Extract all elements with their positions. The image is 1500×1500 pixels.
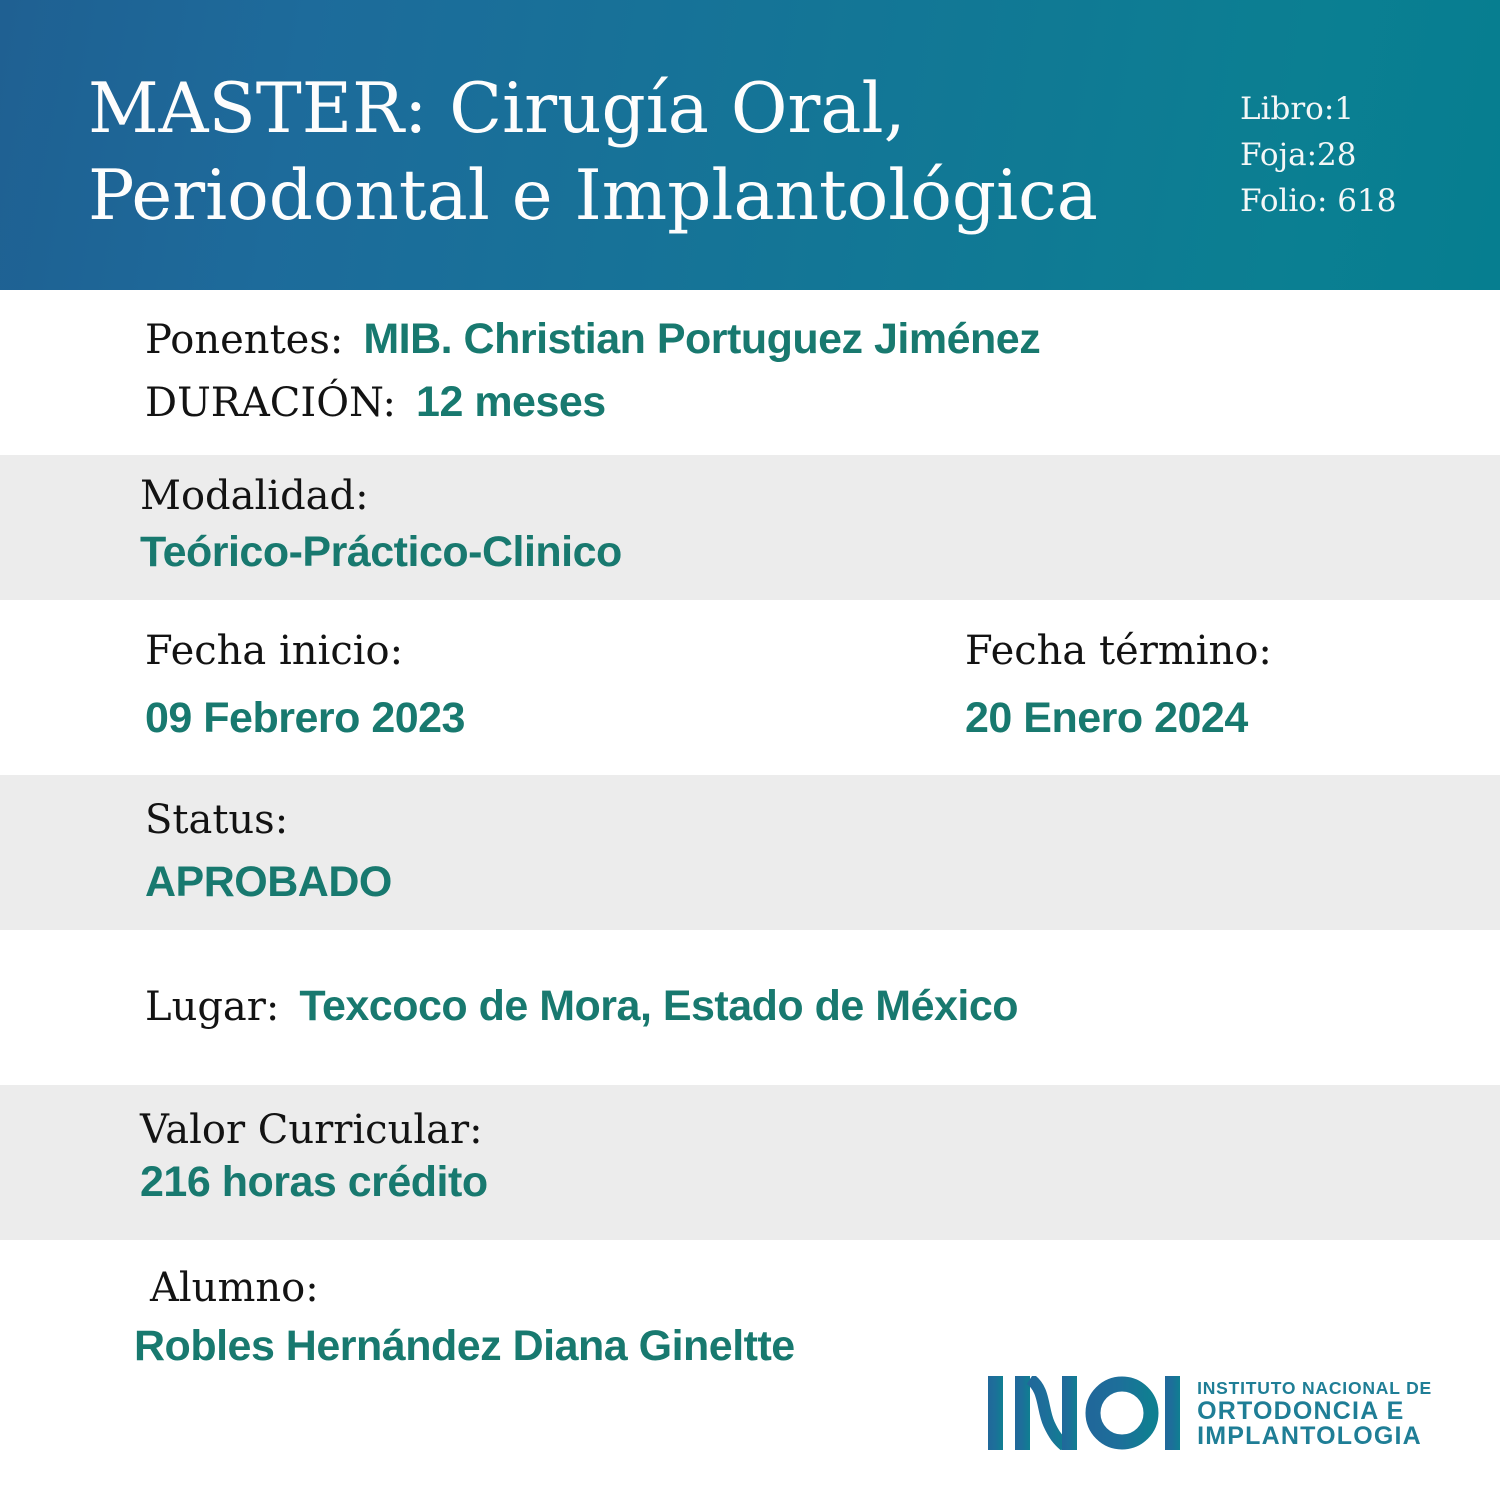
inoi-logo	[988, 1376, 1432, 1450]
valor-curricular-label: Valor Curricular:	[140, 1107, 483, 1153]
inoi-logo-icon	[988, 1376, 1188, 1450]
section-alumno	[0, 1240, 1500, 1500]
registry-block	[1240, 86, 1396, 224]
course-title-line2: Periodontal e Implantológica	[88, 156, 1098, 236]
status-value: APROBADO	[145, 857, 392, 906]
valor-curricular-value: 216 horas crédito	[140, 1157, 488, 1206]
field-ponentes	[145, 315, 1500, 365]
fecha-termino-label: Fecha término:	[965, 628, 1272, 674]
fecha-termino-value: 20 Enero 2024	[965, 693, 1248, 742]
section-lugar	[0, 930, 1500, 1085]
field-duracion	[145, 378, 1500, 428]
alumno-label: Alumno:	[150, 1265, 319, 1311]
duracion-label: DURACIÓN:	[145, 379, 397, 426]
registry-folio: Folio: 618	[1240, 183, 1397, 219]
ponentes-value: MIB. Christian Portuguez Jiménez	[363, 315, 1041, 363]
duracion-value: 12 meses	[416, 377, 606, 426]
status-label: Status:	[145, 797, 289, 843]
section-ponentes-duracion	[0, 290, 1500, 455]
field-fecha-termino	[965, 627, 1272, 775]
section-valor-curricular	[0, 1085, 1500, 1240]
modalidad-value: Teórico-Práctico-Clinico	[140, 527, 622, 576]
lugar-value: Texcoco de Mora, Estado de México	[299, 982, 1019, 1030]
section-status	[0, 775, 1500, 930]
fecha-inicio-label: Fecha inicio:	[145, 628, 404, 674]
registry-libro: Libro:1	[1240, 91, 1354, 127]
ponentes-label: Ponentes:	[145, 317, 344, 363]
inoi-logo-text	[1197, 1376, 1432, 1449]
field-fecha-inicio	[145, 627, 965, 775]
course-title-line1: MASTER: Cirugía Oral,	[88, 69, 906, 149]
section-modalidad	[0, 455, 1500, 600]
inoi-logo-line3: IMPLANTOLOGIA	[1197, 1422, 1422, 1450]
lugar-label: Lugar:	[145, 984, 280, 1030]
registry-foja: Foja:28	[1240, 137, 1357, 173]
section-fechas	[0, 600, 1500, 775]
header-banner	[0, 0, 1500, 290]
alumno-value: Robles Hernández Diana Gineltte	[134, 1321, 795, 1370]
course-title	[88, 66, 1098, 240]
inoi-logo-line2: ORTODONCIA E	[1197, 1397, 1405, 1425]
field-lugar	[145, 982, 1500, 1032]
inoi-logo-line1: INSTITUTO NACIONAL DE	[1197, 1378, 1432, 1398]
fecha-inicio-value: 09 Febrero 2023	[145, 693, 465, 742]
modalidad-label: Modalidad:	[140, 473, 369, 519]
